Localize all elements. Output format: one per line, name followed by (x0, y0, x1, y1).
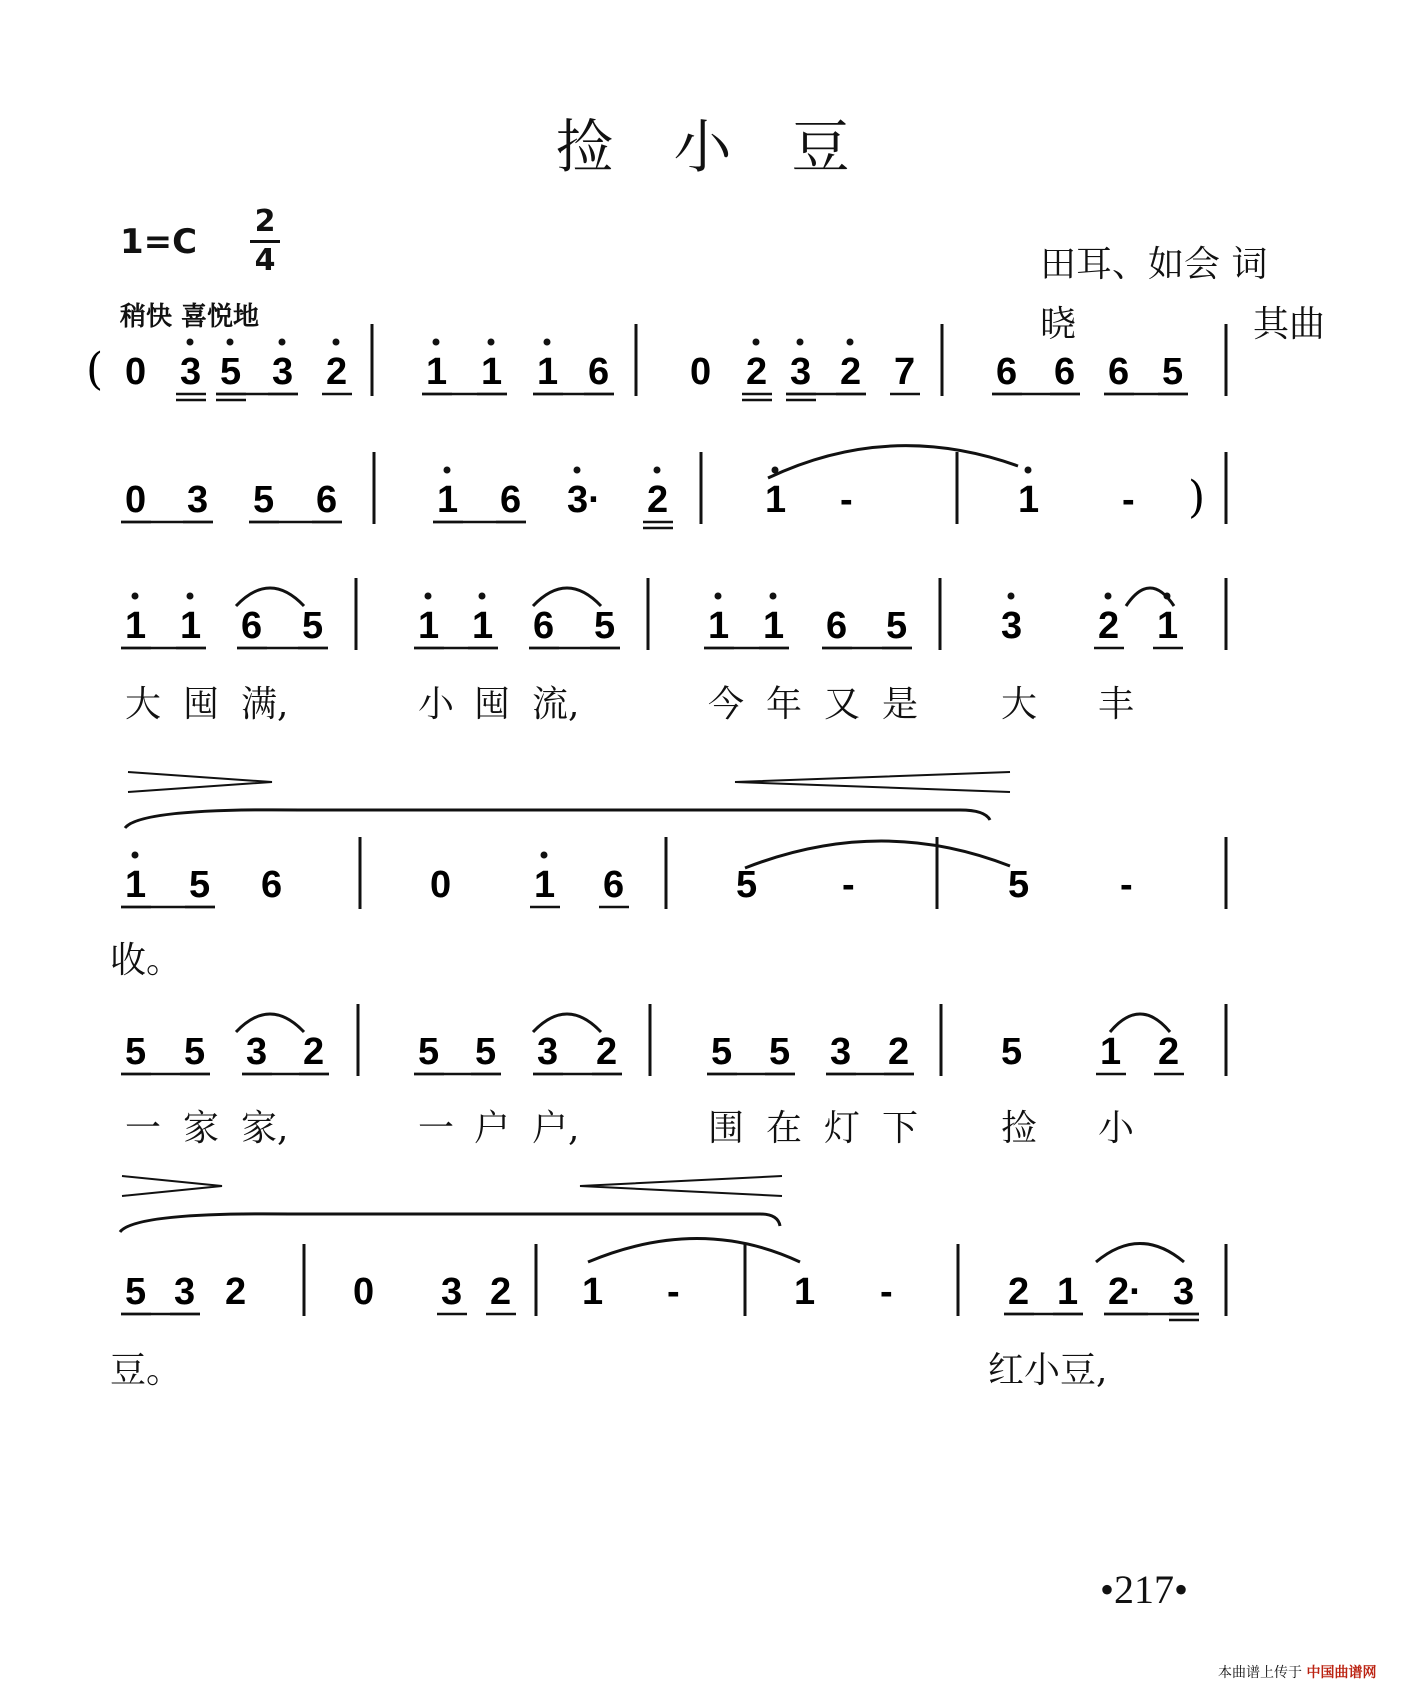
note: 5 (475, 1031, 497, 1073)
note: 5 (711, 1031, 733, 1073)
slur-arc (236, 1014, 304, 1032)
note: 2 (888, 1031, 910, 1073)
note: 3 (441, 1271, 463, 1313)
lyric-syllable: 家 (183, 1108, 220, 1149)
note: 2 (225, 1271, 247, 1313)
site-logo: 中国曲谱网 (1306, 1665, 1377, 1681)
note: 1 (794, 1271, 816, 1313)
note: 3 (187, 479, 209, 521)
note: 3 (537, 1031, 559, 1073)
note: 2 (596, 1031, 618, 1073)
footer-prefix: 本曲谱上传于 (1218, 1665, 1302, 1681)
octave-dot (1105, 593, 1112, 600)
footer-note (1218, 1662, 1376, 1682)
dash-sustain: - (667, 1271, 680, 1313)
dash-sustain: - (1122, 479, 1135, 521)
note: 3 (830, 1031, 852, 1073)
note: 5 (1008, 864, 1030, 906)
note: 3 (272, 351, 294, 393)
note: 6 (996, 351, 1018, 393)
note: 3 (180, 351, 202, 393)
note: 5 (1162, 351, 1184, 393)
note: 1 (437, 479, 459, 521)
lyric-syllable: 灯 (824, 1108, 861, 1149)
note: 1 (481, 351, 503, 393)
note: 2· (1108, 1271, 1142, 1313)
dash-sustain: - (1120, 864, 1133, 906)
key-signature: 1=C (120, 222, 198, 262)
dash-sustain: - (842, 864, 855, 906)
note: 5 (302, 605, 324, 647)
lyric-syllable: 豆。 (110, 1350, 183, 1391)
note: 3 (1173, 1271, 1195, 1313)
note: 5 (253, 479, 275, 521)
note: 1 (763, 605, 785, 647)
lyric-syllable: 家, (241, 1108, 289, 1149)
lyric-syllable: 丰 (1098, 684, 1135, 725)
lyric-syllable: 年 (766, 684, 803, 725)
note: 5 (184, 1031, 206, 1073)
note: 1 (1018, 479, 1040, 521)
note: 5 (594, 605, 616, 647)
note: 6 (533, 605, 555, 647)
lyric-syllable: 囤 (474, 684, 511, 725)
dash-sustain: - (880, 1271, 893, 1313)
note: 6 (826, 605, 848, 647)
note: 0 (125, 479, 147, 521)
lyric-syllable: 又 (824, 684, 861, 725)
octave-dot (279, 339, 286, 346)
octave-dot (654, 467, 661, 474)
note: 1 (125, 605, 147, 647)
tie-arc (745, 841, 1010, 868)
note: 1 (765, 479, 787, 521)
octave-dot (227, 339, 234, 346)
song-title: 捡小豆 (555, 113, 910, 181)
lyric-syllable: 囤 (183, 684, 220, 725)
octave-dot (797, 339, 804, 346)
note: 0 (125, 351, 147, 393)
note: 1 (537, 351, 559, 393)
tie-arc (588, 1239, 800, 1263)
octave-dot (433, 339, 440, 346)
note: 1 (426, 351, 448, 393)
note: 6 (500, 479, 522, 521)
phrase-slur (120, 1214, 780, 1232)
lyric-syllable: 小 (418, 684, 455, 725)
note: 6 (316, 479, 338, 521)
octave-dot (544, 339, 551, 346)
octave-dot (187, 339, 194, 346)
octave-dot (541, 852, 548, 859)
octave-dot (187, 593, 194, 600)
close-parenthesis: ) (1188, 472, 1206, 523)
note: 5 (189, 864, 211, 906)
octave-dot (847, 339, 854, 346)
composer-label: 其曲 (1252, 304, 1325, 345)
crescendo-hairpin (735, 772, 1010, 792)
lyric-syllable: 下 (882, 1108, 919, 1149)
note: 3 (790, 351, 812, 393)
note: 5 (769, 1031, 791, 1073)
time-signature-top: 2 (254, 204, 276, 239)
lyric-syllable: 满, (241, 684, 289, 725)
tie-arc (768, 446, 1018, 478)
note: 5 (125, 1271, 147, 1313)
note: 5 (220, 351, 242, 393)
lyric-syllable: 户 (474, 1108, 511, 1149)
lyric-syllable: 户, (532, 1108, 580, 1149)
octave-dot (132, 852, 139, 859)
note: 1 (708, 605, 730, 647)
octave-dot (444, 467, 451, 474)
note: 1 (534, 864, 556, 906)
note: 2 (1098, 605, 1120, 647)
note: 2 (840, 351, 862, 393)
note: 5 (736, 864, 758, 906)
octave-dot (488, 339, 495, 346)
open-parenthesis: ( (86, 344, 104, 395)
crescendo-hairpin (580, 1176, 782, 1196)
note: 2 (647, 479, 669, 521)
slur-arc (1110, 1014, 1170, 1032)
octave-dot (333, 339, 340, 346)
slur-arc (533, 588, 601, 606)
note: 1 (180, 605, 202, 647)
note: 3 (1001, 605, 1023, 647)
note: 3 (246, 1031, 268, 1073)
note: 0 (353, 1271, 375, 1313)
note: 6 (241, 605, 263, 647)
note: 0 (430, 864, 452, 906)
octave-dot (715, 593, 722, 600)
note: 6 (588, 351, 610, 393)
note: 1 (1057, 1271, 1079, 1313)
note: 2 (1158, 1031, 1180, 1073)
lyric-syllable: 小 (1098, 1108, 1135, 1149)
note: 1 (125, 864, 147, 906)
lyric-syllable: 大 (125, 684, 162, 725)
note: 7 (894, 351, 916, 393)
lyric-syllable: 一 (418, 1108, 455, 1149)
lyric-syllable: 大 (1001, 684, 1038, 725)
phrase-slur (125, 810, 990, 828)
decrescendo-hairpin (128, 772, 272, 792)
note: 3· (567, 479, 601, 521)
octave-dot (753, 339, 760, 346)
lyric-syllable: 围 (708, 1108, 745, 1149)
octave-dot (574, 467, 581, 474)
note: 2 (746, 351, 768, 393)
lyric-syllable: 捡 (1001, 1108, 1038, 1149)
note: 2 (326, 351, 348, 393)
note: 1 (418, 605, 440, 647)
decrescendo-hairpin (122, 1176, 222, 1196)
lyric-syllable: 是 (882, 684, 919, 725)
note: 3 (174, 1271, 196, 1313)
lyric-syllable: 一 (125, 1108, 162, 1149)
note: 5 (418, 1031, 440, 1073)
lyric-syllable: 今 (708, 684, 745, 725)
note: 0 (690, 351, 712, 393)
note: 2 (490, 1271, 512, 1313)
note: 5 (1001, 1031, 1023, 1073)
note: 1 (472, 605, 494, 647)
notes-layer (86, 324, 1226, 1320)
slur-arc (533, 1014, 601, 1032)
composer-name: 晓 (1040, 304, 1077, 345)
note: 6 (1054, 351, 1076, 393)
note: 2 (1008, 1271, 1030, 1313)
note: 6 (1108, 351, 1130, 393)
octave-dot (1008, 593, 1015, 600)
octave-dot (479, 593, 486, 600)
time-signature-bottom: 4 (254, 243, 276, 278)
note: 6 (261, 864, 283, 906)
lyric-syllable: 在 (766, 1108, 803, 1149)
page-number: •217• (1100, 1567, 1189, 1612)
note: 2 (303, 1031, 325, 1073)
octave-dot (1025, 467, 1032, 474)
note: 1 (582, 1271, 604, 1313)
slur-arc (1126, 588, 1174, 606)
dash-sustain: - (840, 479, 853, 521)
octave-dot (770, 593, 777, 600)
lyric-syllable: 红小豆, (988, 1350, 1108, 1391)
note: 6 (603, 864, 625, 906)
note: 5 (125, 1031, 147, 1073)
slur-arc (1096, 1244, 1184, 1263)
lyricist-credit: 田耳、如会 词 (1040, 244, 1268, 285)
slur-arc (236, 588, 304, 606)
note: 1 (1100, 1031, 1122, 1073)
note: 1 (1157, 605, 1179, 647)
lyric-syllable: 收。 (110, 940, 183, 981)
tempo-marking: 稍快 喜悦地 (120, 302, 260, 332)
octave-dot (132, 593, 139, 600)
octave-dot (425, 593, 432, 600)
note: 5 (886, 605, 908, 647)
lyric-syllable: 流, (532, 684, 580, 725)
